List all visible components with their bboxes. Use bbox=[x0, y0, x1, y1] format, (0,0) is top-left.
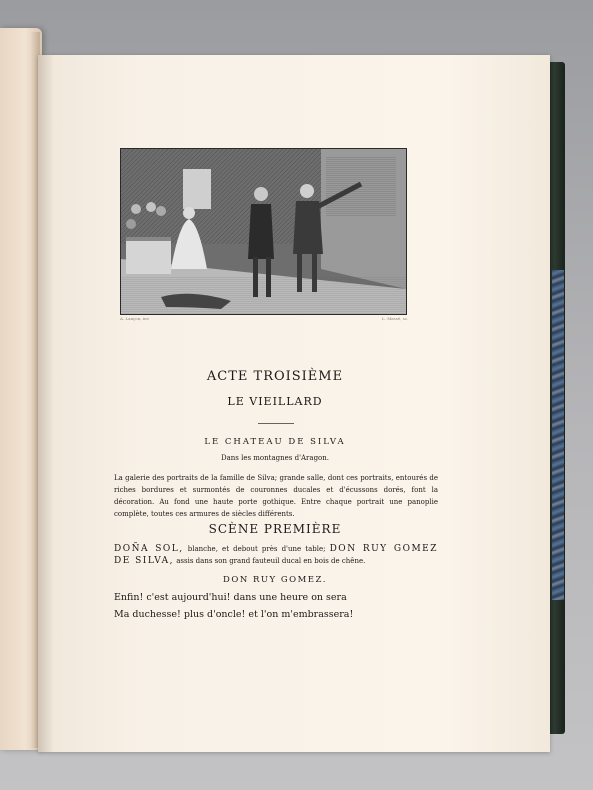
character-direction: assis dans son grand fauteuil ducal en bois de chêne. bbox=[174, 557, 366, 565]
page-gutter-shadow bbox=[38, 55, 54, 752]
verse-line: Ma duchesse! plus d'oncle! et l'on m'embrassera! bbox=[114, 609, 354, 620]
character-name: DON RUY GOMEZ DE SILVA, bbox=[114, 544, 438, 566]
act-subtitle: LE VIEILLARD bbox=[227, 395, 323, 408]
stage-description: La galerie des portraits de la famille de Silva; grande salle, dont ces portraits, entourés de riches bordures et surmontés de couronnes ducales et d'écussons dorés, font la décoration. Au fond une haute porte gothique. Entre chaque portrait une panoplie complète, toutes ces armures de siècles différents. bbox=[114, 474, 438, 518]
character-direction: blanche, et debout près d'une table; bbox=[183, 545, 330, 553]
cast-description bbox=[114, 543, 438, 567]
engraver-credit: L. Massé, sc. bbox=[382, 316, 409, 321]
character-name: DOÑA SOL, bbox=[114, 544, 184, 554]
scene-title: SCÈNE PREMIÈRE bbox=[208, 522, 342, 536]
act-title: ACTE TROISIÈME bbox=[206, 369, 344, 384]
engraving-scene bbox=[121, 149, 406, 314]
verse-line: Enfin! c'est aujourd'hui! dans une heure on sera bbox=[114, 592, 347, 603]
illustrator-credit: A. Lançon, inv. bbox=[120, 316, 150, 321]
marbled-edge bbox=[552, 270, 564, 600]
engraving-illustration bbox=[120, 148, 407, 315]
setting-location: Dans les montagnes d'Aragon. bbox=[220, 454, 329, 462]
divider-rule bbox=[258, 423, 294, 424]
setting-title: LE CHATEAU DE SILVA bbox=[204, 437, 346, 447]
speaker-name: DON RUY GOMEZ. bbox=[223, 575, 327, 585]
